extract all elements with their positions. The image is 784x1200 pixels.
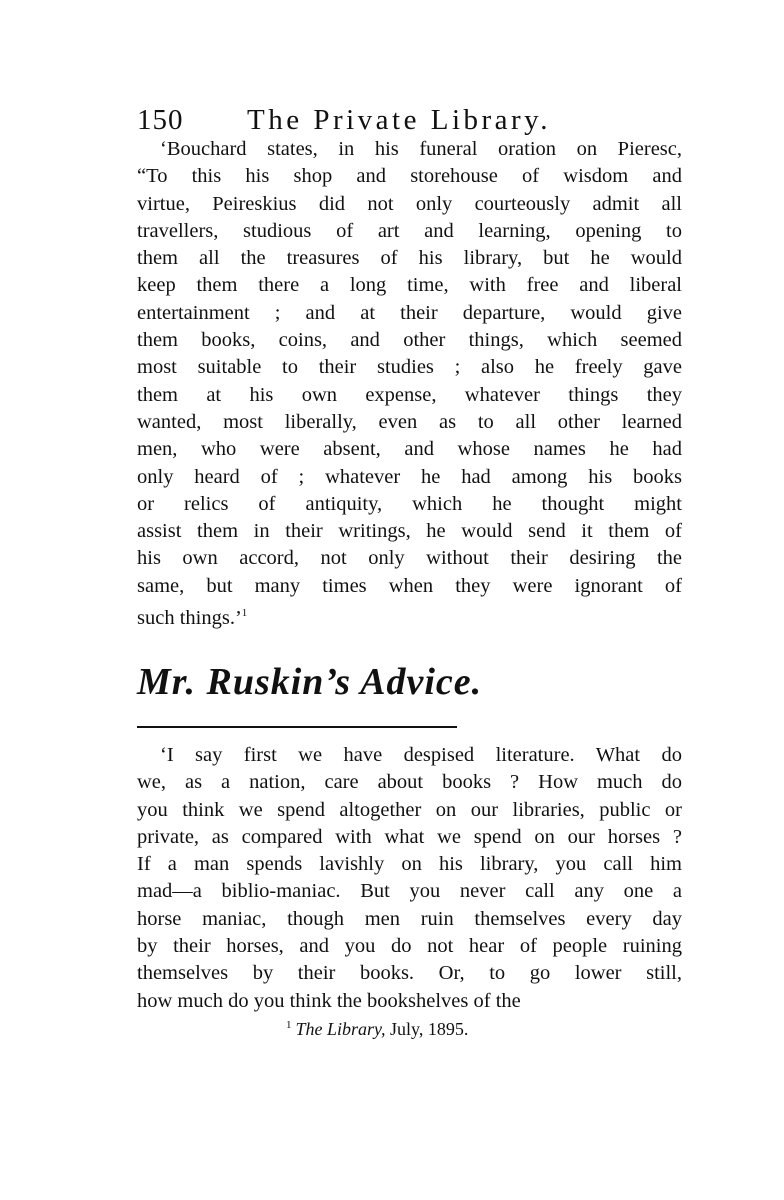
heading-underline bbox=[137, 726, 457, 728]
text-line: most suitable to their studies ; also he freely gave bbox=[137, 356, 682, 379]
text-line: we, as a nation, care about books ? How much do bbox=[137, 771, 682, 794]
footnote-marker: 1 bbox=[286, 1019, 292, 1031]
text-line: by their horses, and you do not hear of people ruining bbox=[137, 935, 682, 958]
paragraph-ruskin bbox=[137, 742, 682, 1015]
footnote-source: The Library, bbox=[295, 1019, 386, 1039]
text-line: assist them in their writings, he would send it them of bbox=[137, 520, 682, 543]
text-line: private, as compared with what we spend on our horses ? bbox=[137, 825, 682, 848]
text-line: his own accord, not only without their desiring the bbox=[137, 547, 682, 570]
text-line: only heard of ; whatever he had among his books bbox=[137, 465, 682, 488]
text-line: “To this his shop and storehouse of wisdom and bbox=[137, 165, 682, 188]
text-line: themselves by their books. Or, to go lower still, bbox=[137, 962, 682, 985]
text-line: ‘Bouchard states, in his funeral oration on Pieresc, bbox=[160, 138, 682, 160]
text-line: horse maniac, though men ruin themselves every day bbox=[137, 907, 682, 930]
footnote-date: July, 1895. bbox=[390, 1019, 469, 1039]
section-heading: Mr. Ruskin’s Advice. bbox=[137, 661, 483, 703]
text-line: mad—a biblio-maniac. But you never call any one a bbox=[137, 880, 682, 903]
footnote bbox=[286, 1019, 468, 1040]
text-line: them all the treasures of his library, but he would bbox=[137, 247, 682, 270]
text-line: wanted, most liberally, even as to all other learned bbox=[137, 410, 682, 433]
text-line: same, but many times when they were ignorant of bbox=[137, 574, 682, 597]
text-line: virtue, Peireskius did not only courteously admit all bbox=[137, 192, 682, 215]
text-line: If a man spends lavishly on his library, you call him bbox=[137, 853, 682, 876]
footnote-reference[interactable]: 1 bbox=[241, 607, 248, 620]
running-title: The Private Library. bbox=[247, 104, 552, 136]
text-line: you think we spend altogether on our libraries, public or bbox=[137, 798, 682, 821]
paragraph-pieresc bbox=[137, 136, 682, 627]
text-line: men, who were absent, and whose names he had bbox=[137, 438, 682, 461]
text-line: travellers, studious of art and learning, opening to bbox=[137, 219, 682, 242]
text-line: them at his own expense, whatever things they bbox=[137, 383, 682, 406]
text-line: keep them there a long time, with free and liberal bbox=[137, 274, 682, 297]
text-line: ‘I say first we have despised literature. What do bbox=[160, 744, 682, 766]
page-number: 150 bbox=[137, 104, 184, 136]
running-header bbox=[137, 104, 551, 137]
text-line: them books, coins, and other things, which seemed bbox=[137, 329, 682, 352]
text-line: entertainment ; and at their departure, would give bbox=[137, 301, 682, 324]
text-line: such things.’$^1$ bbox=[137, 606, 248, 629]
text-line: or relics of antiquity, which he thought might bbox=[137, 492, 682, 515]
text-line: how much do you think the bookshelves of the bbox=[137, 989, 521, 1012]
